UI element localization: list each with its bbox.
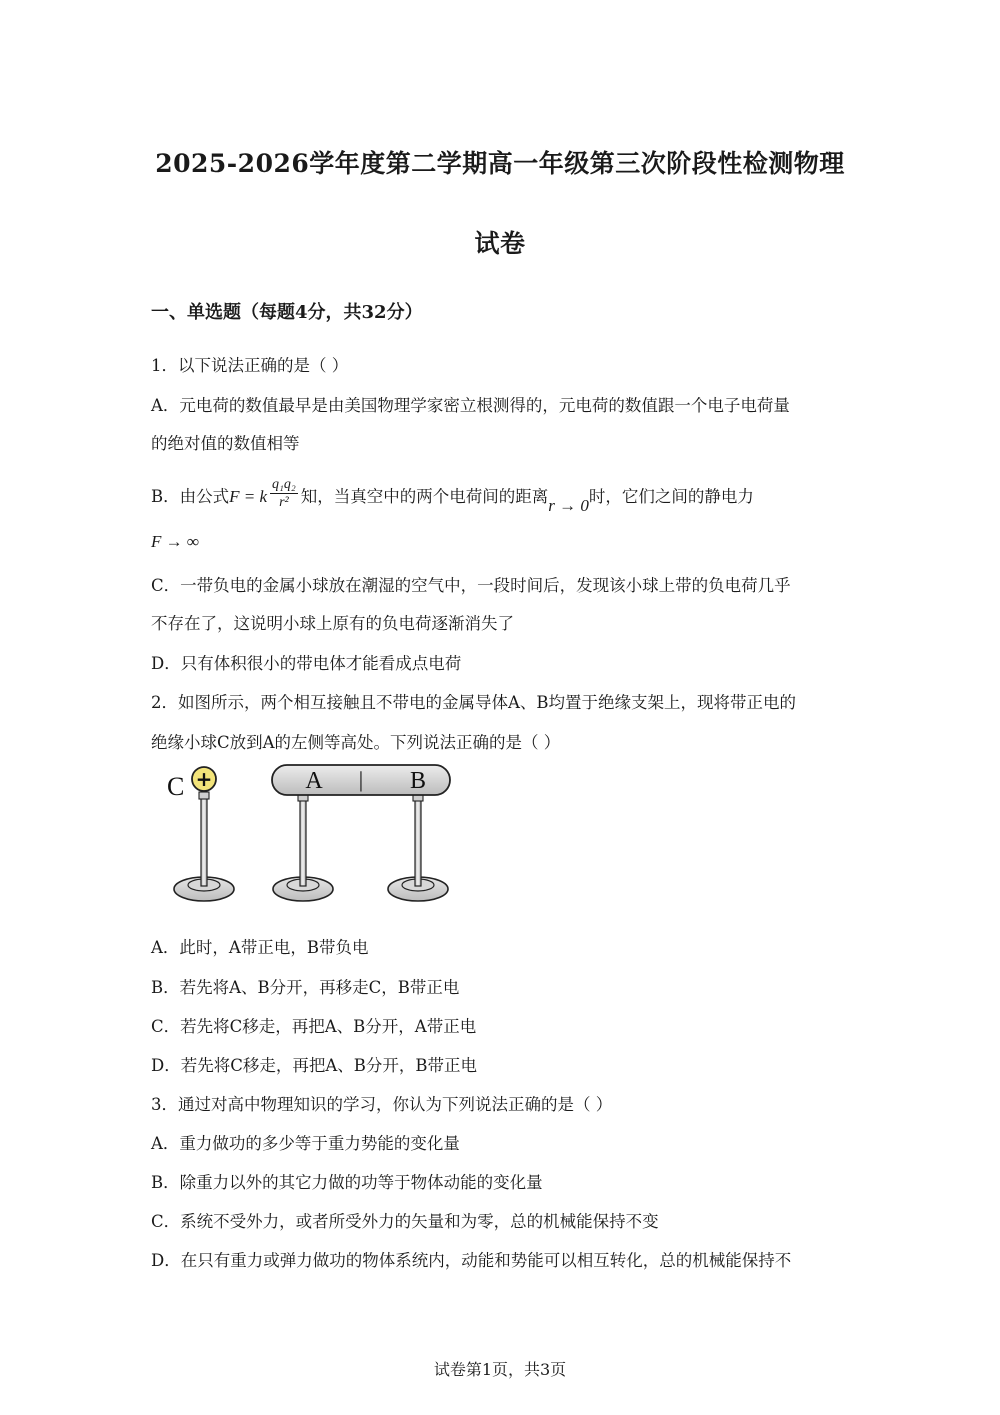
- conductor-divider: |: [358, 767, 364, 792]
- section-heading: 一、单选题（每题4分，共32分）: [151, 302, 423, 323]
- conductor-bar: [272, 765, 450, 795]
- label-c: C: [167, 772, 185, 801]
- q1-option-a-line2: 的绝对值的数值相等: [151, 434, 300, 453]
- q1-option-c-line1: C．一带负电的金属小球放在潮湿的空气中，一段时间后，发现该小球上带的负电荷几乎: [151, 576, 791, 595]
- q1-option-b-line1: [151, 477, 754, 515]
- page-title-line2: 试卷: [474, 229, 526, 258]
- q3-option-b: B．除重力以外的其它力做的功等于物体动能的变化量: [151, 1173, 543, 1192]
- q2-option-b: B．若先将A、B分开，再移走C，B带正电: [151, 978, 460, 997]
- q2-option-a: A．此时，A带正电，B带负电: [151, 938, 369, 957]
- q3-option-c: C．系统不受外力，或者所受外力的矢量和为零，总的机械能保持不变: [151, 1212, 659, 1231]
- q1-option-b-suffix: 时，它们之间的静电力: [588, 487, 754, 506]
- distance-condition: r → 0: [548, 496, 589, 515]
- formula-lhs: F = k: [229, 487, 268, 506]
- formula-fraction: [270, 476, 298, 511]
- stand-b: [388, 794, 448, 901]
- stand-a: [273, 794, 333, 901]
- q3-stem: 3．通过对高中物理知识的学习，你认为下列说法正确的是（ ）: [151, 1095, 613, 1114]
- plus-sign: +: [195, 767, 213, 791]
- q3-option-d: D．在只有重力或弹力做功的物体系统内，动能和势能可以相互转化，总的机械能保持不: [151, 1251, 792, 1270]
- q2-stem-line2: 绝缘小球C放到A的左侧等高处。下列说法正确的是（ ）: [151, 733, 561, 752]
- conductor-figure: [160, 762, 460, 912]
- q1-option-b-prefix: B．由公式: [151, 487, 230, 506]
- stand-c: [174, 792, 234, 901]
- formula-denominator: r²: [279, 495, 289, 510]
- q1-option-c-line2: 不存在了，这说明小球上原有的负电荷逐渐消失了: [151, 614, 514, 633]
- q1-option-a-line1: A．元电荷的数值最早是由美国物理学家密立根测得的，元电荷的数值跟一个电子电荷量: [151, 396, 790, 415]
- page-footer: 试卷第1页，共3页: [433, 1360, 567, 1379]
- q1-option-b-line2: F → ∞: [151, 532, 200, 551]
- charged-ball-c: [192, 767, 216, 791]
- q1-option-d: D．只有体积很小的带电体才能看成点电荷: [151, 654, 462, 673]
- q3-option-a: A．重力做功的多少等于重力势能的变化量: [151, 1134, 460, 1153]
- q2-option-c: C．若先将C移走，再把A、B分开，A带正电: [151, 1017, 477, 1036]
- q2-stem-line1: 2．如图所示，两个相互接触且不带电的金属导体A、B均置于绝缘支架上，现将带正电的: [151, 693, 797, 712]
- formula-numerator: q₁q₂: [272, 477, 296, 492]
- label-a: A: [305, 768, 323, 794]
- label-b: B: [409, 768, 427, 794]
- page-title-line1: 2025-2026学年度第二学期高一年级第三次阶段性检测物理: [155, 149, 845, 178]
- q2-option-d: D．若先将C移走，再把A、B分开，B带正电: [151, 1056, 478, 1075]
- q1-stem: 1．以下说法正确的是（ ）: [151, 356, 349, 375]
- q1-option-b-mid: 知，当真空中的两个电荷间的距离: [300, 487, 549, 506]
